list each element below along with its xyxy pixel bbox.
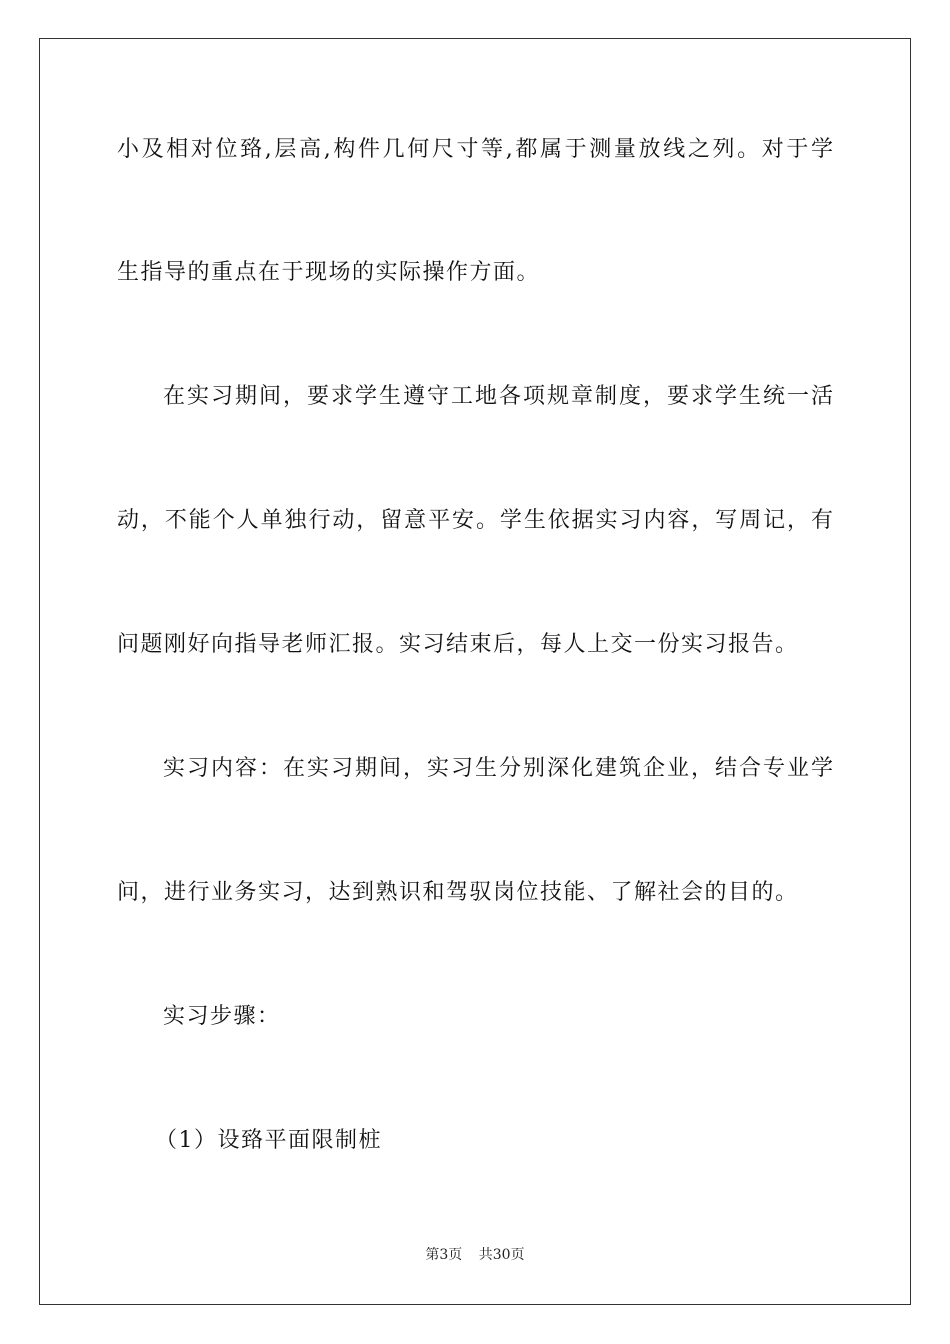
paragraph-start-line: 实习内容：在实习期间，实习生分别深化建筑企业，结合专业学 [163,756,833,781]
step-item: （1）设臵平面限制桩 [155,1128,382,1153]
body-text-line: 生指导的重点在于现场的实际操作方面。 [117,260,541,285]
body-text-line: 动，不能个人单独行动，留意平安。学生依据实习内容，写周记，有 [117,508,833,533]
body-text-line: 问，进行业务实习，达到熟识和驾驭岗位技能、了解社会的目的。 [117,880,799,905]
page-number: 第3页 [425,1247,463,1263]
section-heading: 实习步骤： [163,1004,281,1029]
page-footer [0,1245,950,1265]
paragraph-start-line: 在实习期间，要求学生遵守工地各项规章制度，要求学生统一活 [163,384,833,409]
body-text-line: 问题刚好向指导老师汇报。实习结束后，每人上交一份实习报告。 [117,632,799,657]
body-text-line: 小及相对位臵,层高,构件几何尺寸等,都属于测量放线之列。对于学 [117,137,833,162]
page-total: 共30页 [478,1247,525,1263]
page-border [39,38,911,1305]
